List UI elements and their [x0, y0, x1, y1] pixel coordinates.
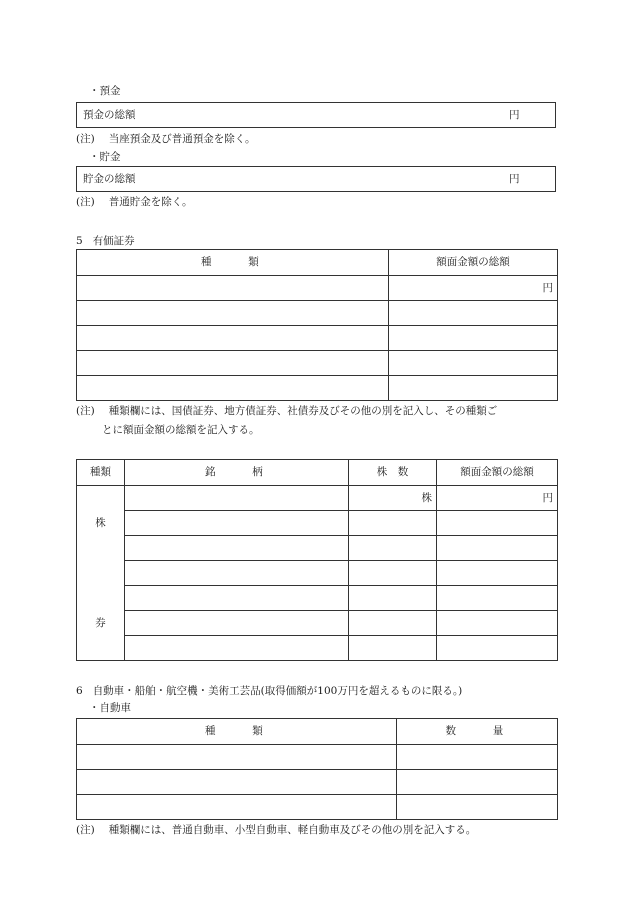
col-brand-header: 銘 柄 [125, 460, 349, 486]
savings-total-box [76, 166, 556, 192]
table-row [77, 486, 558, 511]
col-kind-header: 種 類 [77, 719, 397, 745]
table-row [77, 636, 558, 661]
note-text-line1: 種類欄には、国債証券、地方債証券、社債券及びその他の別を記入し、その種類ご [108, 405, 498, 417]
brand-cell[interactable] [125, 486, 349, 511]
shares-cell-unit: 株 [349, 486, 437, 511]
col-shares-header: 株 数 [349, 460, 437, 486]
shares-cell[interactable] [349, 586, 437, 611]
note-label: (注) [76, 824, 95, 836]
kind-cell[interactable] [77, 351, 389, 376]
table-row [77, 795, 558, 820]
section-title: 有価証券 [92, 235, 135, 247]
vehicles-heading [76, 686, 462, 697]
table-row [77, 301, 558, 326]
shares-cell[interactable] [349, 561, 437, 586]
shares-cell[interactable] [349, 536, 437, 561]
deposit-note [76, 134, 256, 145]
securities-note [76, 406, 497, 417]
deposit-total-unit: 円 [509, 109, 520, 121]
total-cell-unit: 円 [437, 486, 558, 511]
kind-cell[interactable] [77, 276, 389, 301]
securities-table [76, 249, 558, 401]
note-label: (注) [76, 405, 95, 417]
total-cell[interactable] [389, 351, 558, 376]
col-kind-header: 種類 [77, 460, 125, 486]
shares-cell[interactable] [349, 611, 437, 636]
savings-total-unit: 円 [509, 173, 520, 185]
total-cell[interactable] [389, 326, 558, 351]
note-text: 当座預金及び普通預金を除く。 [108, 133, 256, 145]
kind-char-certificate: 券 [95, 616, 106, 629]
table-row [77, 561, 558, 586]
table-header-row [77, 460, 558, 486]
col-qty-header: 数 量 [397, 719, 558, 745]
note-label: (注) [76, 196, 95, 208]
table-row [77, 376, 558, 401]
stocks-table [76, 459, 558, 661]
vehicles-note [76, 825, 476, 836]
table-header-row [77, 250, 558, 276]
total-cell[interactable] [437, 511, 558, 536]
col-kind-header: 種 類 [77, 250, 389, 276]
total-cell[interactable] [437, 536, 558, 561]
shares-cell[interactable] [349, 511, 437, 536]
section-title: 自動車・船舶・航空機・美術工芸品(取得価額が100万円を超えるものに限る。) [92, 685, 463, 697]
total-cell[interactable] [437, 586, 558, 611]
table-row [77, 511, 558, 536]
table-row [77, 770, 558, 795]
kind-cell[interactable] [77, 326, 389, 351]
table-row [77, 745, 558, 770]
note-text: 種類欄には、普通自動車、小型自動車、軽自動車及びその他の別を記入する。 [108, 824, 477, 836]
col-total-header: 額面金額の総額 [389, 250, 558, 276]
brand-cell[interactable] [125, 511, 349, 536]
table-row [77, 326, 558, 351]
note-text: 普通貯金を除く。 [108, 196, 193, 208]
securities-note-line2: とに額面金額の総額を記入する。 [102, 424, 260, 436]
table-row [77, 276, 558, 301]
savings-heading: ・貯金 [89, 151, 121, 163]
table-header-row [77, 719, 558, 745]
total-cell[interactable] [389, 301, 558, 326]
stock-kind-cell [77, 486, 125, 661]
kind-cell[interactable] [77, 745, 397, 770]
brand-cell[interactable] [125, 586, 349, 611]
total-cell-unit: 円 [389, 276, 558, 301]
table-row [77, 586, 558, 611]
brand-cell[interactable] [125, 536, 349, 561]
kind-cell[interactable] [77, 301, 389, 326]
qty-cell[interactable] [397, 795, 558, 820]
kind-cell[interactable] [77, 770, 397, 795]
table-row [77, 536, 558, 561]
kind-char-stock: 株 [95, 517, 106, 529]
qty-cell[interactable] [397, 745, 558, 770]
kind-cell[interactable] [77, 795, 397, 820]
brand-cell[interactable] [125, 611, 349, 636]
total-cell[interactable] [437, 611, 558, 636]
total-cell[interactable] [437, 636, 558, 661]
securities-heading [76, 236, 135, 247]
total-cell[interactable] [389, 376, 558, 401]
kind-cell[interactable] [77, 376, 389, 401]
savings-total-label: 貯金の総額 [83, 173, 136, 185]
deposit-heading: ・預金 [89, 85, 121, 97]
total-cell[interactable] [437, 561, 558, 586]
qty-cell[interactable] [397, 770, 558, 795]
table-row [77, 351, 558, 376]
section-number: 6 [76, 685, 83, 697]
col-total-header: 額面金額の総額 [437, 460, 558, 486]
brand-cell[interactable] [125, 561, 349, 586]
note-label: (注) [76, 133, 95, 145]
shares-cell[interactable] [349, 636, 437, 661]
table-row [77, 611, 558, 636]
section-number: 5 [76, 235, 83, 247]
vehicles-table [76, 718, 558, 820]
vehicles-subheading: ・自動車 [89, 702, 131, 714]
deposit-total-box [76, 102, 556, 128]
brand-cell[interactable] [125, 636, 349, 661]
deposit-total-label: 預金の総額 [83, 109, 136, 121]
savings-note [76, 197, 193, 208]
